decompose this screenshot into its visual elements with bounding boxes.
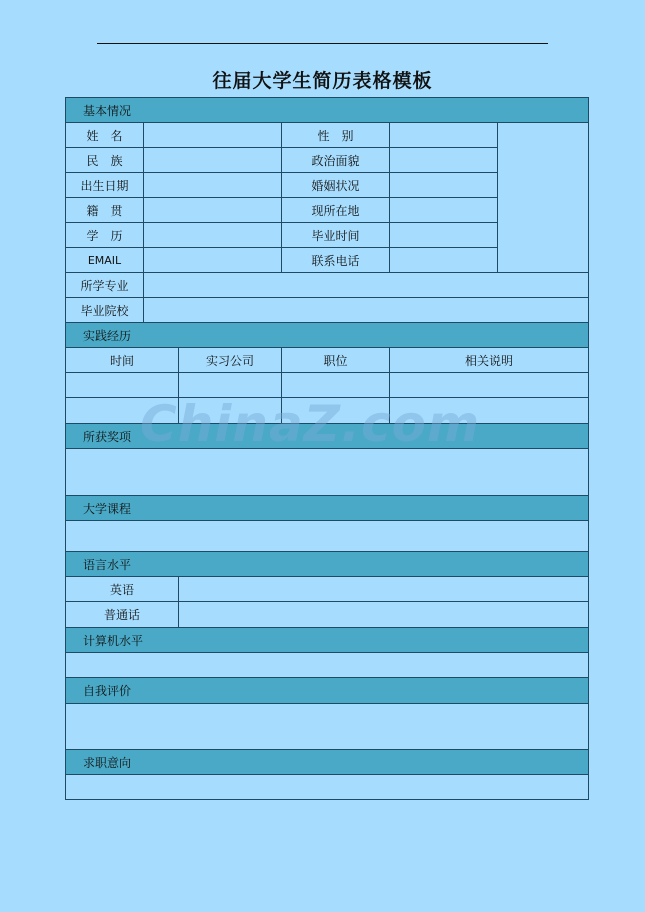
practice-row-1-time[interactable]: [65, 372, 179, 398]
label-school: 毕业院校: [65, 297, 144, 323]
job-intent-content[interactable]: [65, 774, 589, 800]
practice-row-2-company[interactable]: [178, 397, 282, 424]
label-major: 所学专业: [65, 272, 144, 298]
practice-col-description: 相关说明: [389, 347, 589, 373]
input-gender[interactable]: [389, 122, 498, 148]
label-mandarin: 普通话: [65, 601, 179, 628]
label-marital-status: 婚姻状况: [281, 172, 390, 198]
top-rule: [97, 43, 548, 44]
awards-content[interactable]: [65, 448, 589, 496]
input-marital-status[interactable]: [389, 172, 498, 198]
input-english[interactable]: [178, 576, 589, 602]
computer-content[interactable]: [65, 652, 589, 678]
input-education[interactable]: [143, 222, 282, 248]
practice-row-1-description[interactable]: [389, 372, 589, 398]
watermark-logo: ChinaZ.com: [140, 395, 481, 453]
section-header-computer: 计算机水平: [65, 627, 589, 653]
label-email: EMAIL: [65, 247, 144, 273]
section-header-self-evaluation: 自我评价: [65, 677, 589, 704]
practice-col-company: 实习公司: [178, 347, 282, 373]
practice-col-time: 时间: [65, 347, 179, 373]
label-native-place: 籍 贯: [65, 197, 144, 223]
input-birthdate[interactable]: [143, 172, 282, 198]
input-mandarin[interactable]: [178, 601, 589, 628]
section-header-awards: 所获奖项: [65, 423, 589, 449]
label-gender: 性 别: [281, 122, 390, 148]
input-ethnicity[interactable]: [143, 147, 282, 173]
label-name: 姓 名: [65, 122, 144, 148]
label-phone: 联系电话: [281, 247, 390, 273]
input-residence[interactable]: [389, 197, 498, 223]
label-education: 学 历: [65, 222, 144, 248]
practice-col-position: 职位: [281, 347, 390, 373]
input-political-status[interactable]: [389, 147, 498, 173]
label-residence: 现所在地: [281, 197, 390, 223]
practice-row-1-company[interactable]: [178, 372, 282, 398]
photo-box[interactable]: [497, 122, 589, 273]
practice-row-2-position[interactable]: [281, 397, 390, 424]
resume-form: [65, 97, 589, 800]
label-ethnicity: 民 族: [65, 147, 144, 173]
input-native-place[interactable]: [143, 197, 282, 223]
self-evaluation-content[interactable]: [65, 703, 589, 750]
section-header-courses: 大学课程: [65, 495, 589, 521]
label-birthdate: 出生日期: [65, 172, 144, 198]
section-header-practice: 实践经历: [65, 322, 589, 348]
input-major[interactable]: [143, 272, 589, 298]
input-phone[interactable]: [389, 247, 498, 273]
section-header-job-intent: 求职意向: [65, 749, 589, 775]
label-english: 英语: [65, 576, 179, 602]
document-title: 往届大学生简历表格模板: [212, 70, 433, 92]
label-political-status: 政治面貌: [281, 147, 390, 173]
practice-row-2-time[interactable]: [65, 397, 179, 424]
practice-row-2-description[interactable]: [389, 397, 589, 424]
input-school[interactable]: [143, 297, 589, 323]
input-name[interactable]: [143, 122, 282, 148]
section-header-basic-info: 基本情况: [65, 97, 589, 123]
section-header-language: 语言水平: [65, 551, 589, 577]
courses-content[interactable]: [65, 520, 589, 552]
label-graduation-time: 毕业时间: [281, 222, 390, 248]
input-graduation-time[interactable]: [389, 222, 498, 248]
practice-row-1-position[interactable]: [281, 372, 390, 398]
input-email[interactable]: [143, 247, 282, 273]
